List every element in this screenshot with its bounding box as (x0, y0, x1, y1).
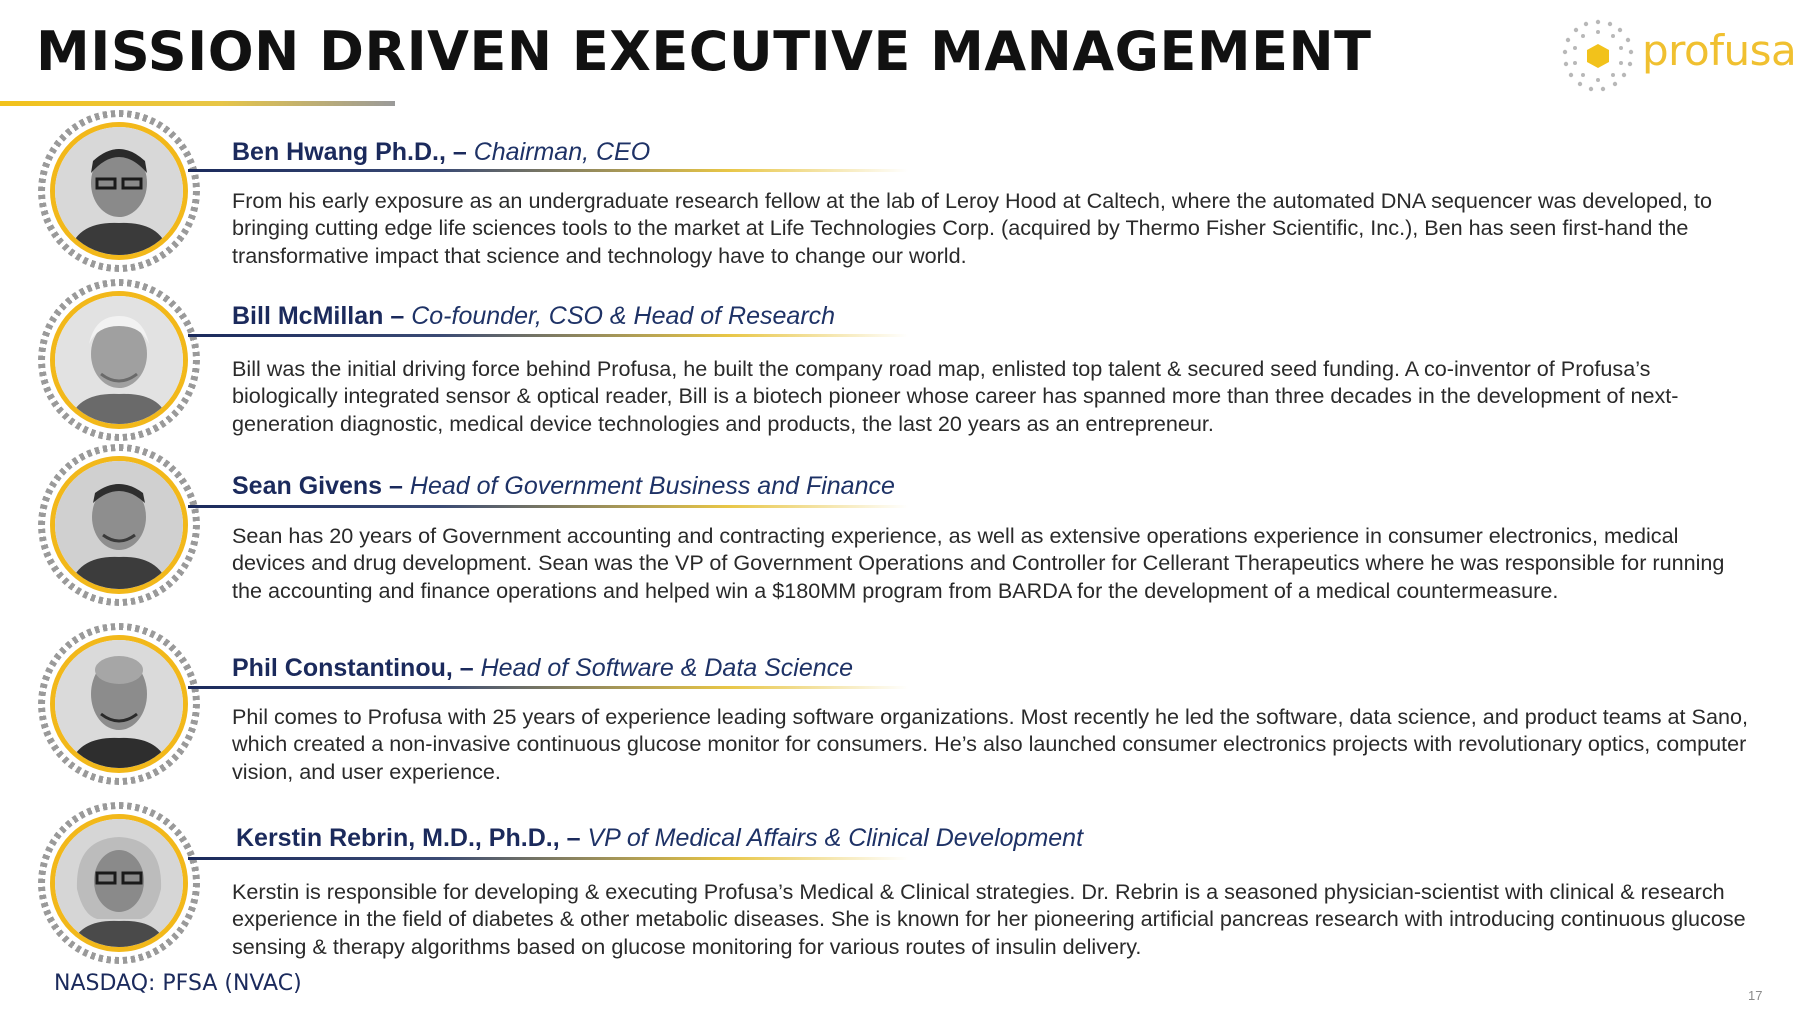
exec-name: Phil Constantinou, – (232, 654, 474, 682)
logo-wordmark: profusa (1642, 26, 1796, 75)
slide-title: MISSION DRIVEN EXECUTIVE MANAGEMENT (36, 20, 1372, 83)
title-underline (0, 101, 395, 106)
logo-dot-mark-icon (1558, 16, 1638, 96)
exec-underline (188, 169, 908, 172)
exec-underline (188, 505, 908, 508)
exec-bio: Sean has 20 years of Government accounting and contracting experience, as well as extensive operations experience in consumer electronics, medical devices and drug development. Sean was the VP of Government Operations and Controller for Cellerant Therapeutics where he was responsible for running the accounting and finance operations and helped win a $180MM program from BARDA for the development of a medical countermeasure. (232, 523, 1725, 603)
exec-header (232, 654, 853, 683)
exec-photo (38, 279, 200, 441)
exec-header (232, 472, 895, 501)
exec-photo (38, 110, 200, 272)
portrait-placeholder-icon (55, 127, 183, 255)
exec-role: Head of Government Business and Finance (409, 472, 895, 500)
exec-header (236, 824, 1083, 853)
portrait-placeholder-icon (55, 296, 183, 424)
exec-bio: Kerstin is responsible for developing & executing Profusa’s Medical & Clinical strategies. Dr. Rebrin is a seasoned physician-scientist with clinical & research experience in the field of diabetes & other metabolic diseases. She is known for her pioneering artificial pancreas research with introducing continuous glucose sensing & therapy algorithms based on glucose monitoring for various routes of insulin delivery. (232, 879, 1746, 959)
exec-underline (188, 334, 908, 337)
exec-header (232, 138, 650, 167)
portrait-placeholder-icon (55, 461, 183, 589)
portrait-placeholder-icon (55, 819, 183, 947)
exec-role: VP of Medical Affairs & Clinical Development (587, 824, 1084, 852)
footer-ticker: NASDAQ: PFSA (NVAC) (54, 971, 302, 996)
exec-underline (188, 857, 908, 860)
exec-bio: Phil comes to Profusa with 25 years of experience leading software organizations. Most recently he led the software, data science, and product teams at Sano, which created a non-invasive continuous glucose monitor for consumers. He’s also launched consumer electronics projects with revolutionary optics, computer vision, and user experience. (232, 704, 1748, 784)
exec-underline (188, 686, 908, 689)
exec-role: Co-founder, CSO & Head of Research (411, 302, 836, 330)
exec-role: Head of Software & Data Science (480, 654, 854, 682)
company-logo (1558, 16, 1796, 96)
exec-photo (38, 444, 200, 606)
portrait-placeholder-icon (55, 640, 183, 768)
exec-name: Ben Hwang Ph.D., – (232, 138, 467, 166)
exec-name: Sean Givens – (232, 472, 403, 500)
page-number: 17 (1748, 988, 1763, 1003)
exec-photo (38, 623, 200, 785)
exec-name: Kerstin Rebrin, M.D., Ph.D., – (236, 824, 581, 852)
exec-name: Bill McMillan – (232, 302, 405, 330)
exec-photo (38, 802, 200, 964)
exec-bio: From his early exposure as an undergraduate research fellow at the lab of Leroy Hood at Caltech, where the automated DNA sequencer was developed, to bringing cutting edge life sciences tools to the market at Life Technologies Corp. (acquired by Thermo Fisher Scientific, Inc.), Ben has seen first-hand the transformative impact that science and technology have to change our world. (232, 188, 1713, 268)
exec-role: Chairman, CEO (473, 138, 651, 166)
exec-header (232, 302, 835, 331)
exec-bio: Bill was the initial driving force behind Profusa, he built the company road map, enlisted top talent & secured seed funding. A co-inventor of Profusa’s biologically integrated sensor & optical reader, Bill is a biotech pioneer whose career has spanned more than three decades in the development of next-generation diagnostic, medical device technologies and products, the last 20 years as an entrepreneur. (232, 356, 1679, 436)
